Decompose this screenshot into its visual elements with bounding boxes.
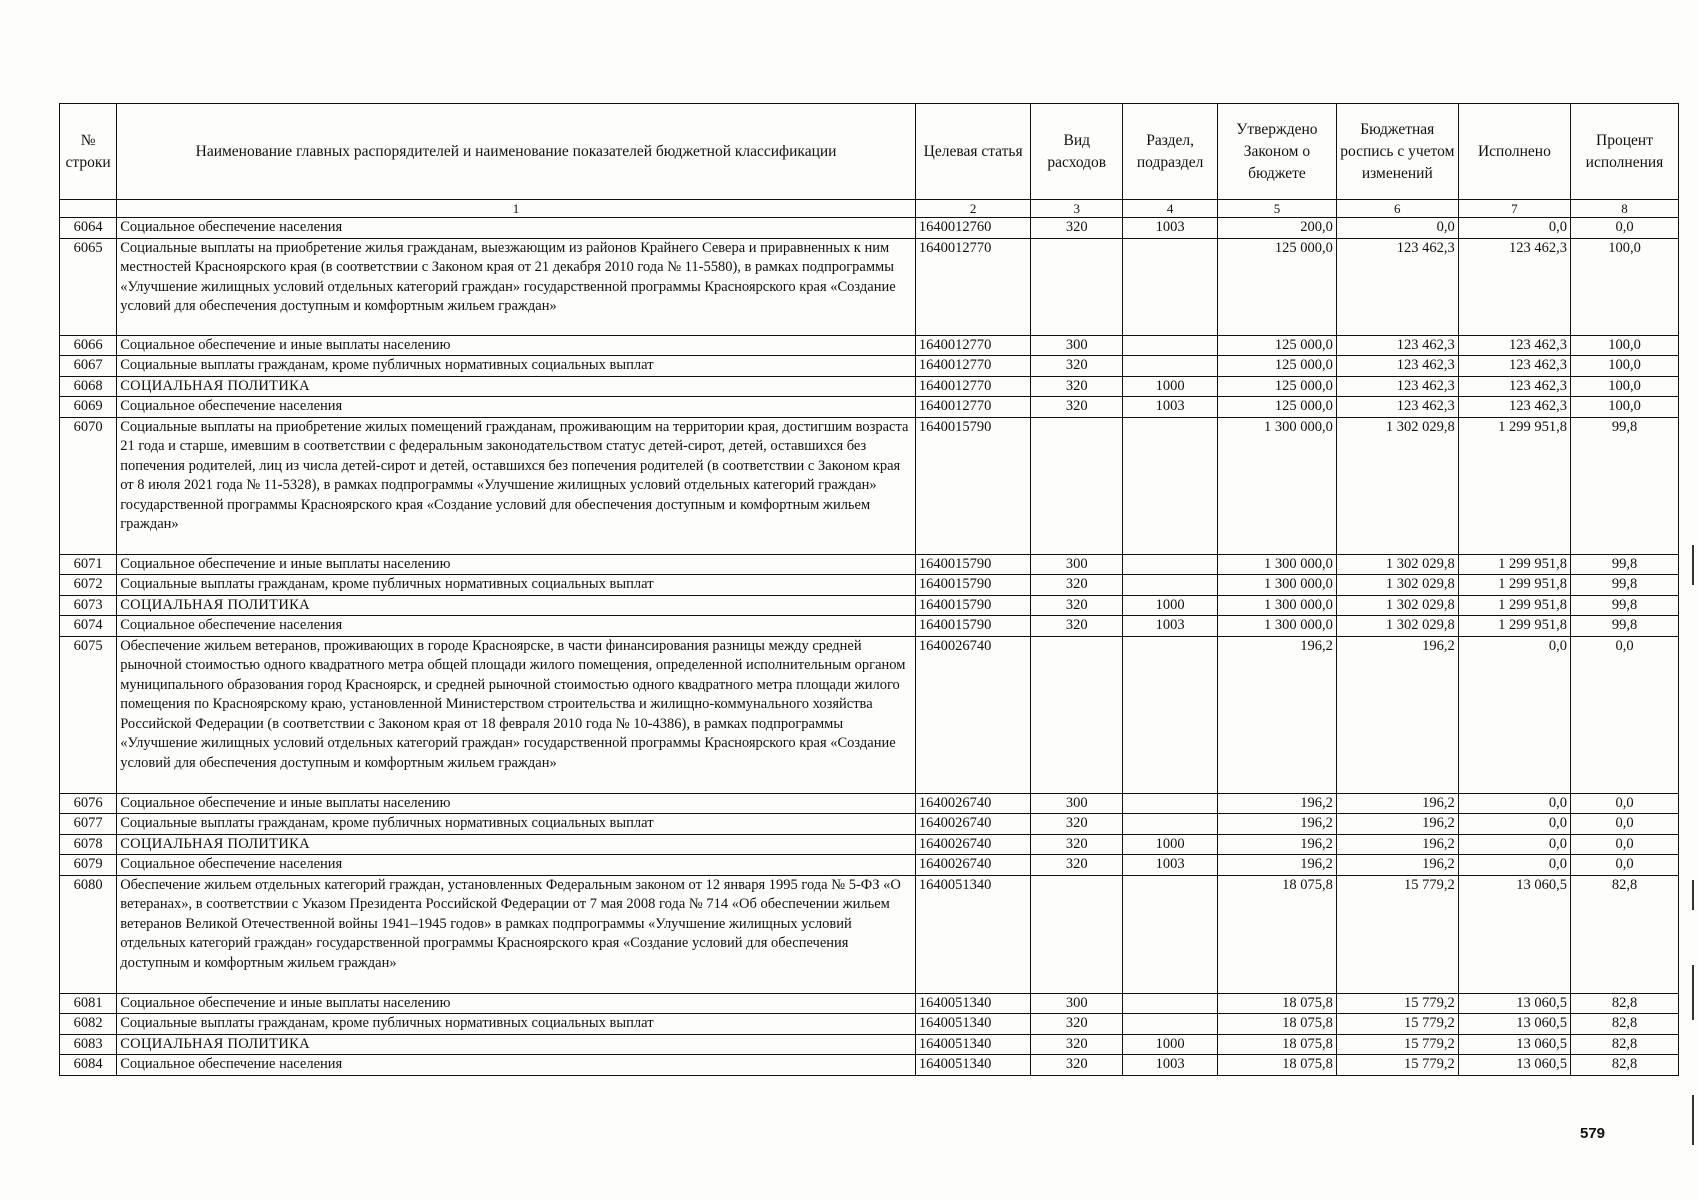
- expense-type-cell: 320: [1031, 595, 1123, 616]
- approved-amount-cell: 125 000,0: [1218, 238, 1337, 335]
- target-article-cell: 1640026740: [915, 636, 1030, 793]
- table-row: [60, 993, 1679, 1014]
- budget-plan-amount-cell: 123 462,3: [1336, 397, 1458, 418]
- section-code-cell: 1003: [1123, 616, 1218, 637]
- executed-amount-cell: 0,0: [1458, 814, 1570, 835]
- expense-type-cell: [1031, 238, 1123, 335]
- target-article-cell: 1640012770: [915, 238, 1030, 335]
- expense-type-cell: 320: [1031, 814, 1123, 835]
- column-number: 6: [1336, 200, 1458, 218]
- executed-amount-cell: 1 299 951,8: [1458, 616, 1570, 637]
- execution-percent-cell: 0,0: [1571, 793, 1679, 814]
- budget-plan-amount-cell: 1 302 029,8: [1336, 595, 1458, 616]
- execution-percent-cell: 99,8: [1571, 595, 1679, 616]
- column-number: 3: [1031, 200, 1123, 218]
- target-article-cell: 1640026740: [915, 855, 1030, 876]
- row-number-cell: 6083: [60, 1034, 117, 1055]
- table-row: [60, 218, 1679, 239]
- row-number-cell: 6072: [60, 575, 117, 596]
- row-name-cell: Социальные выплаты гражданам, кроме публичных нормативных социальных выплат: [117, 1014, 916, 1035]
- target-article-cell: 1640015790: [915, 575, 1030, 596]
- budget-plan-amount-cell: 15 779,2: [1336, 875, 1458, 993]
- target-article-cell: 1640051340: [915, 875, 1030, 993]
- table-row: [60, 1034, 1679, 1055]
- row-number-cell: 6064: [60, 218, 117, 239]
- section-code-cell: 1003: [1123, 855, 1218, 876]
- row-number-cell: 6080: [60, 875, 117, 993]
- budget-plan-amount-cell: 123 462,3: [1336, 335, 1458, 356]
- section-code-cell: 1000: [1123, 1034, 1218, 1055]
- header-target-article: Целевая статья: [915, 104, 1030, 200]
- section-code-cell: [1123, 814, 1218, 835]
- executed-amount-cell: 123 462,3: [1458, 356, 1570, 377]
- header-approved: Утверждено Законом о бюджете: [1218, 104, 1337, 200]
- target-article-cell: 1640026740: [915, 793, 1030, 814]
- table-row: [60, 616, 1679, 637]
- execution-percent-cell: 100,0: [1571, 356, 1679, 377]
- section-code-cell: [1123, 554, 1218, 575]
- row-name-cell: Социальное обеспечение и иные выплаты населению: [117, 554, 916, 575]
- expense-type-cell: [1031, 875, 1123, 993]
- budget-plan-amount-cell: 196,2: [1336, 793, 1458, 814]
- column-number: 8: [1571, 200, 1679, 218]
- row-name-cell: СОЦИАЛЬНАЯ ПОЛИТИКА: [117, 376, 916, 397]
- expense-type-cell: 320: [1031, 1014, 1123, 1035]
- budget-plan-amount-cell: 196,2: [1336, 855, 1458, 876]
- table-row: [60, 636, 1679, 793]
- table-row: [60, 1055, 1679, 1076]
- section-code-cell: 1003: [1123, 218, 1218, 239]
- budget-plan-amount-cell: 15 779,2: [1336, 993, 1458, 1014]
- target-article-cell: 1640026740: [915, 814, 1030, 835]
- table-row: [60, 376, 1679, 397]
- column-number: 1: [117, 200, 916, 218]
- target-article-cell: 1640051340: [915, 1014, 1030, 1035]
- target-article-cell: 1640012770: [915, 356, 1030, 377]
- row-name-cell: Социальное обеспечение и иные выплаты населению: [117, 335, 916, 356]
- execution-percent-cell: 100,0: [1571, 376, 1679, 397]
- expense-type-cell: [1031, 417, 1123, 554]
- scan-edge-mark: [1692, 880, 1694, 910]
- section-code-cell: [1123, 636, 1218, 793]
- header-section: Раздел, подраздел: [1123, 104, 1218, 200]
- row-name-cell: Социальное обеспечение населения: [117, 218, 916, 239]
- row-name-cell: Социальные выплаты на приобретение жилых помещений гражданам, проживающим на территории края, достигшим возраста 21 года и старше, имевшим в соответствии с федеральным законодательством статус детей-сирот, детей, оставшихся без попечения родителей, лиц из числа детей-сирот и детей, оставшихся без попечения родителей (в соответствии с Законом края от 8 июля 2021 года № 11-5328), в рамках подпрограммы «Улучшение жилищных условий отдельных категорий граждан» государственной программы Красноярского края «Создание условий для обеспечения доступным и комфортным жильем граждан»: [117, 417, 916, 554]
- execution-percent-cell: 100,0: [1571, 397, 1679, 418]
- budget-execution-table: [59, 103, 1679, 1076]
- scan-edge-mark: [1692, 965, 1694, 1020]
- section-code-cell: [1123, 1014, 1218, 1035]
- target-article-cell: 1640012770: [915, 397, 1030, 418]
- execution-percent-cell: 82,8: [1571, 875, 1679, 993]
- target-article-cell: 1640012770: [915, 376, 1030, 397]
- approved-amount-cell: 125 000,0: [1218, 335, 1337, 356]
- row-number-cell: 6065: [60, 238, 117, 335]
- execution-percent-cell: 0,0: [1571, 636, 1679, 793]
- section-code-cell: [1123, 793, 1218, 814]
- execution-percent-cell: 0,0: [1571, 855, 1679, 876]
- row-name-cell: СОЦИАЛЬНАЯ ПОЛИТИКА: [117, 834, 916, 855]
- row-number-cell: 6075: [60, 636, 117, 793]
- row-number-cell: 6082: [60, 1014, 117, 1035]
- execution-percent-cell: 99,8: [1571, 554, 1679, 575]
- expense-type-cell: 300: [1031, 793, 1123, 814]
- header-percent: Процент исполнения: [1571, 104, 1679, 200]
- target-article-cell: 1640015790: [915, 616, 1030, 637]
- approved-amount-cell: 18 075,8: [1218, 1014, 1337, 1035]
- expense-type-cell: 300: [1031, 554, 1123, 575]
- execution-percent-cell: 99,8: [1571, 417, 1679, 554]
- column-number: 4: [1123, 200, 1218, 218]
- execution-percent-cell: 100,0: [1571, 238, 1679, 335]
- row-name-cell: Социальное обеспечение населения: [117, 616, 916, 637]
- row-number-cell: 6084: [60, 1055, 117, 1076]
- table-row: [60, 356, 1679, 377]
- row-number-cell: 6079: [60, 855, 117, 876]
- executed-amount-cell: 1 299 951,8: [1458, 417, 1570, 554]
- budget-plan-amount-cell: 123 462,3: [1336, 238, 1458, 335]
- budget-plan-amount-cell: 196,2: [1336, 814, 1458, 835]
- executed-amount-cell: 1 299 951,8: [1458, 554, 1570, 575]
- section-code-cell: [1123, 417, 1218, 554]
- row-name-cell: Социальные выплаты гражданам, кроме публичных нормативных социальных выплат: [117, 575, 916, 596]
- executed-amount-cell: 13 060,5: [1458, 993, 1570, 1014]
- expense-type-cell: 300: [1031, 993, 1123, 1014]
- table-row: [60, 595, 1679, 616]
- approved-amount-cell: 1 300 000,0: [1218, 616, 1337, 637]
- section-code-cell: [1123, 875, 1218, 993]
- executed-amount-cell: 0,0: [1458, 834, 1570, 855]
- expense-type-cell: 320: [1031, 1055, 1123, 1076]
- budget-plan-amount-cell: 123 462,3: [1336, 356, 1458, 377]
- target-article-cell: 1640015790: [915, 595, 1030, 616]
- budget-plan-amount-cell: 196,2: [1336, 636, 1458, 793]
- approved-amount-cell: 200,0: [1218, 218, 1337, 239]
- row-number-cell: 6070: [60, 417, 117, 554]
- budget-plan-amount-cell: 1 302 029,8: [1336, 554, 1458, 575]
- execution-percent-cell: 0,0: [1571, 218, 1679, 239]
- budget-plan-amount-cell: 123 462,3: [1336, 376, 1458, 397]
- table-row: [60, 1014, 1679, 1035]
- header-expense-type: Вид расходов: [1031, 104, 1123, 200]
- header-executed: Исполнено: [1458, 104, 1570, 200]
- budget-plan-amount-cell: 15 779,2: [1336, 1014, 1458, 1035]
- column-number: 5: [1218, 200, 1337, 218]
- execution-percent-cell: 0,0: [1571, 814, 1679, 835]
- budget-plan-amount-cell: 15 779,2: [1336, 1055, 1458, 1076]
- budget-plan-amount-cell: 196,2: [1336, 834, 1458, 855]
- column-number: 7: [1458, 200, 1570, 218]
- approved-amount-cell: 196,2: [1218, 855, 1337, 876]
- expense-type-cell: 320: [1031, 218, 1123, 239]
- expense-type-cell: 320: [1031, 616, 1123, 637]
- approved-amount-cell: 1 300 000,0: [1218, 554, 1337, 575]
- table-header: [60, 104, 1679, 218]
- table-row: [60, 238, 1679, 335]
- execution-percent-cell: 82,8: [1571, 1034, 1679, 1055]
- executed-amount-cell: 13 060,5: [1458, 875, 1570, 993]
- row-name-cell: СОЦИАЛЬНАЯ ПОЛИТИКА: [117, 1034, 916, 1055]
- section-code-cell: 1003: [1123, 1055, 1218, 1076]
- column-number: 2: [915, 200, 1030, 218]
- budget-plan-amount-cell: 15 779,2: [1336, 1034, 1458, 1055]
- executed-amount-cell: 0,0: [1458, 218, 1570, 239]
- target-article-cell: 1640051340: [915, 1055, 1030, 1076]
- row-number-cell: 6081: [60, 993, 117, 1014]
- header-name: Наименование главных распорядителей и наименование показателей бюджетной классификации: [117, 104, 916, 200]
- approved-amount-cell: 196,2: [1218, 636, 1337, 793]
- executed-amount-cell: 13 060,5: [1458, 1014, 1570, 1035]
- budget-plan-amount-cell: 1 302 029,8: [1336, 616, 1458, 637]
- table-row: [60, 855, 1679, 876]
- row-number-cell: 6076: [60, 793, 117, 814]
- expense-type-cell: 320: [1031, 376, 1123, 397]
- row-number-cell: 6074: [60, 616, 117, 637]
- row-number-cell: 6066: [60, 335, 117, 356]
- row-name-cell: Социальные выплаты гражданам, кроме публичных нормативных социальных выплат: [117, 814, 916, 835]
- target-article-cell: 1640012770: [915, 335, 1030, 356]
- expense-type-cell: 320: [1031, 356, 1123, 377]
- section-code-cell: [1123, 356, 1218, 377]
- row-number-cell: 6077: [60, 814, 117, 835]
- table-row: [60, 834, 1679, 855]
- approved-amount-cell: 196,2: [1218, 814, 1337, 835]
- budget-plan-amount-cell: 0,0: [1336, 218, 1458, 239]
- section-code-cell: [1123, 335, 1218, 356]
- expense-type-cell: 320: [1031, 397, 1123, 418]
- approved-amount-cell: 18 075,8: [1218, 1034, 1337, 1055]
- table-row: [60, 814, 1679, 835]
- row-name-cell: Социальное обеспечение населения: [117, 1055, 916, 1076]
- target-article-cell: 1640015790: [915, 417, 1030, 554]
- section-code-cell: 1000: [1123, 595, 1218, 616]
- row-name-cell: Социальные выплаты на приобретение жилья гражданам, выезжающим из районов Крайнего Севера и приравненных к ним местностей Красноярского края (в соответствии с Законом края от 21 декабря 2010 года № 11-5580), в рамках подпрограммы «Улучшение жилищных условий отдельных категорий граждан» государственной программы Красноярского края «Создание условий для обеспечения доступным и комфортным жильем граждан»: [117, 238, 916, 335]
- executed-amount-cell: 13 060,5: [1458, 1055, 1570, 1076]
- executed-amount-cell: 0,0: [1458, 855, 1570, 876]
- row-name-cell: Социальные выплаты гражданам, кроме публичных нормативных социальных выплат: [117, 356, 916, 377]
- column-number-row: [60, 200, 1679, 218]
- table-row: [60, 417, 1679, 554]
- expense-type-cell: 320: [1031, 1034, 1123, 1055]
- expense-type-cell: 300: [1031, 335, 1123, 356]
- approved-amount-cell: 18 075,8: [1218, 1055, 1337, 1076]
- execution-percent-cell: 0,0: [1571, 834, 1679, 855]
- expense-type-cell: 320: [1031, 575, 1123, 596]
- execution-percent-cell: 100,0: [1571, 335, 1679, 356]
- section-code-cell: [1123, 993, 1218, 1014]
- target-article-cell: 1640051340: [915, 993, 1030, 1014]
- approved-amount-cell: 1 300 000,0: [1218, 575, 1337, 596]
- expense-type-cell: [1031, 636, 1123, 793]
- scan-edge-mark: [1692, 1095, 1694, 1145]
- header-budget-plan: Бюджетная роспись с учетом изменений: [1336, 104, 1458, 200]
- executed-amount-cell: 1 299 951,8: [1458, 575, 1570, 596]
- section-code-cell: 1000: [1123, 834, 1218, 855]
- approved-amount-cell: 125 000,0: [1218, 397, 1337, 418]
- row-name-cell: СОЦИАЛЬНАЯ ПОЛИТИКА: [117, 595, 916, 616]
- section-code-cell: 1000: [1123, 376, 1218, 397]
- execution-percent-cell: 82,8: [1571, 993, 1679, 1014]
- approved-amount-cell: 125 000,0: [1218, 376, 1337, 397]
- target-article-cell: 1640026740: [915, 834, 1030, 855]
- executed-amount-cell: 123 462,3: [1458, 335, 1570, 356]
- table-row: [60, 335, 1679, 356]
- approved-amount-cell: 125 000,0: [1218, 356, 1337, 377]
- table-body: [60, 218, 1679, 1076]
- row-number-cell: 6078: [60, 834, 117, 855]
- table-row: [60, 554, 1679, 575]
- row-number-cell: 6068: [60, 376, 117, 397]
- row-name-cell: Обеспечение жильем отдельных категорий граждан, установленных Федеральным законом от 12 января 1995 года № 5-ФЗ «О ветеранах», в соответствии с Указом Президента Российской Федерации от 7 мая 2008 года № 714 «Об обеспечении жильем ветеранов Великой Отечественной войны 1941–1945 годов» в рамках подпрограммы «Улучшение жилищных условий отдельных категорий граждан» государственной программы Красноярского края «Создание условий для обеспечения доступным и комфортным жильем граждан»: [117, 875, 916, 993]
- executed-amount-cell: 13 060,5: [1458, 1034, 1570, 1055]
- row-name-cell: Социальное обеспечение населения: [117, 855, 916, 876]
- section-code-cell: [1123, 238, 1218, 335]
- execution-percent-cell: 99,8: [1571, 616, 1679, 637]
- execution-percent-cell: 82,8: [1571, 1014, 1679, 1035]
- row-name-cell: Социальное обеспечение и иные выплаты населению: [117, 793, 916, 814]
- budget-plan-amount-cell: 1 302 029,8: [1336, 417, 1458, 554]
- row-name-cell: Обеспечение жильем ветеранов, проживающих в городе Красноярске, в части финансирования разницы между средней рыночной стоимостью одного квадратного метра общей площади жилого помещения, определенной исполнительным органом муниципального образования город Красноярск, и средней рыночной стоимостью одного квадратного метра площади жилого помещения по Красноярскому краю, установленной Министерством строительства и жилищно-коммунального хозяйства Российской Федерации (в соответствии с Законом края от 18 февраля 2010 года № 10-4386), в рамках подпрограммы «Улучшение жилищных условий отдельных категорий граждан» государственной программы Красноярского края «Создание условий для обеспечения доступным и комфортным жильем граждан»: [117, 636, 916, 793]
- section-code-cell: 1003: [1123, 397, 1218, 418]
- row-number-cell: 6069: [60, 397, 117, 418]
- scan-edge-mark: [1692, 545, 1694, 585]
- target-article-cell: 1640051340: [915, 1034, 1030, 1055]
- expense-type-cell: 320: [1031, 834, 1123, 855]
- table-row: [60, 575, 1679, 596]
- executed-amount-cell: 0,0: [1458, 793, 1570, 814]
- table-row: [60, 875, 1679, 993]
- row-number-cell: 6071: [60, 554, 117, 575]
- column-number-blank: [60, 200, 117, 218]
- approved-amount-cell: 1 300 000,0: [1218, 417, 1337, 554]
- approved-amount-cell: 18 075,8: [1218, 875, 1337, 993]
- approved-amount-cell: 18 075,8: [1218, 993, 1337, 1014]
- executed-amount-cell: 0,0: [1458, 636, 1570, 793]
- executed-amount-cell: 123 462,3: [1458, 376, 1570, 397]
- execution-percent-cell: 99,8: [1571, 575, 1679, 596]
- execution-percent-cell: 82,8: [1571, 1055, 1679, 1076]
- budget-plan-amount-cell: 1 302 029,8: [1336, 575, 1458, 596]
- row-number-cell: 6073: [60, 595, 117, 616]
- target-article-cell: 1640012760: [915, 218, 1030, 239]
- target-article-cell: 1640015790: [915, 554, 1030, 575]
- section-code-cell: [1123, 575, 1218, 596]
- row-name-cell: Социальное обеспечение и иные выплаты населению: [117, 993, 916, 1014]
- approved-amount-cell: 196,2: [1218, 834, 1337, 855]
- row-name-cell: Социальное обеспечение населения: [117, 397, 916, 418]
- executed-amount-cell: 123 462,3: [1458, 238, 1570, 335]
- approved-amount-cell: 196,2: [1218, 793, 1337, 814]
- header-row-number: № строки: [60, 104, 117, 200]
- row-number-cell: 6067: [60, 356, 117, 377]
- executed-amount-cell: 123 462,3: [1458, 397, 1570, 418]
- executed-amount-cell: 1 299 951,8: [1458, 595, 1570, 616]
- table-row: [60, 793, 1679, 814]
- table-row: [60, 397, 1679, 418]
- expense-type-cell: 320: [1031, 855, 1123, 876]
- approved-amount-cell: 1 300 000,0: [1218, 595, 1337, 616]
- page-number: 579: [1580, 1125, 1606, 1142]
